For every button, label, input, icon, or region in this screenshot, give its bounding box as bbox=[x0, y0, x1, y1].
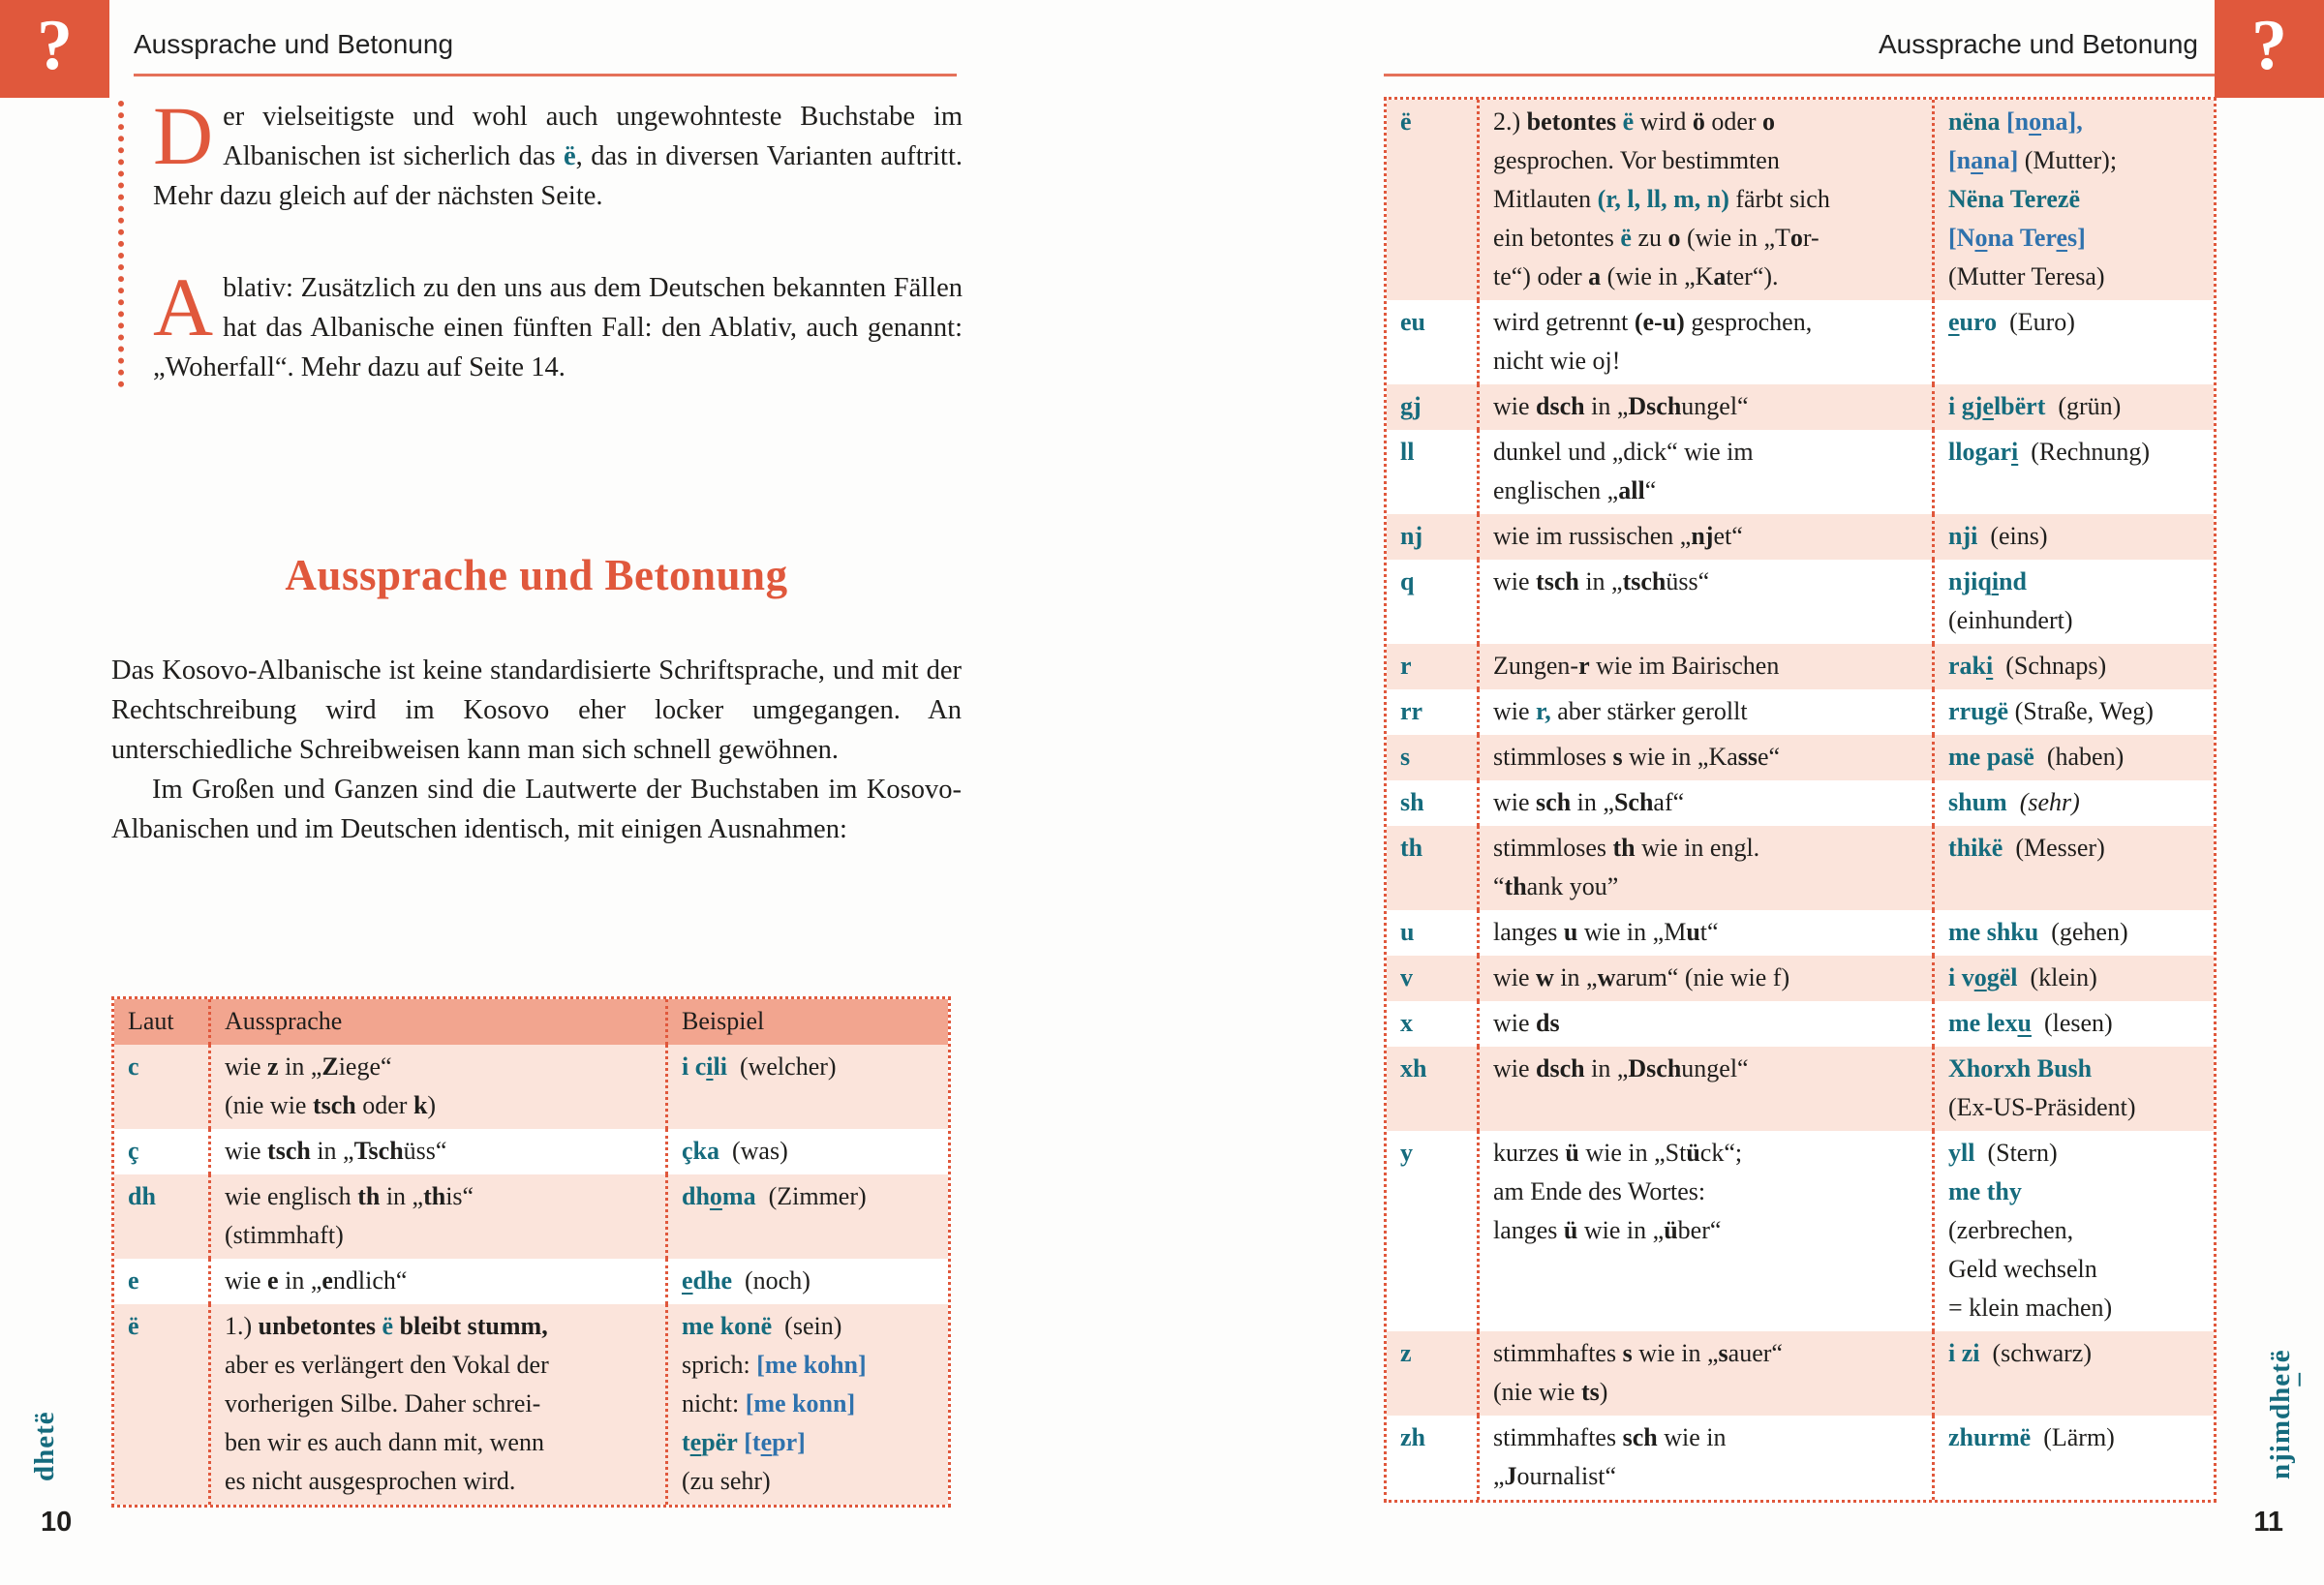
table-row-q bbox=[1387, 560, 2214, 644]
aussprache-cell: wie tsch in „tschüss“ bbox=[1480, 560, 1935, 644]
page-number-right: 11 bbox=[2253, 1507, 2283, 1538]
laut-cell: e bbox=[114, 1259, 211, 1304]
table-row-r bbox=[1387, 644, 2214, 689]
thumb-tab-right: njimdhetë bbox=[2265, 1349, 2296, 1479]
aussprache-cell: 1.) unbetontes ë bleibt stumm, aber es verlängert den Vokal der vorherigen Silbe. Daher schrei- ben wir es auch dann mit, wenn es nicht ausgesprochen wird. bbox=[211, 1304, 668, 1505]
laut-cell: sh bbox=[1387, 780, 1480, 826]
beispiel-cell: i gjelbërt (grün) bbox=[1948, 392, 2122, 420]
table-row-th bbox=[1387, 826, 2214, 910]
table-row-zh bbox=[1387, 1416, 2214, 1500]
table-row-dh bbox=[114, 1174, 948, 1259]
laut-cell: ë bbox=[1387, 100, 1480, 300]
beispiel-cell: edhe (noch) bbox=[682, 1266, 810, 1295]
laut-cell: r bbox=[1387, 644, 1480, 689]
aussprache-cell: stimmloses s wie in „Kasse“ bbox=[1480, 735, 1935, 780]
beispiel-cell: me shku (gehen) bbox=[1948, 918, 2128, 946]
laut-cell: z bbox=[1387, 1331, 1480, 1416]
aussprache-cell: wie dsch in „Dschungel“ bbox=[1480, 384, 1935, 430]
aussprache-cell: stimmhaftes s wie in „sauer“ (nie wie ts) bbox=[1480, 1331, 1935, 1416]
beispiel-cell: i cili (welcher) bbox=[682, 1052, 837, 1081]
aussprache-cell: stimmloses th wie in engl. “thank you” bbox=[1480, 826, 1935, 910]
table-header-row bbox=[114, 999, 948, 1045]
column-header: Laut bbox=[114, 999, 211, 1045]
aussprache-cell: dunkel und „dick“ wie im englischen „all“ bbox=[1480, 430, 1935, 514]
section-title: Aussprache und Betonung bbox=[285, 551, 788, 599]
aussprache-cell: wie ds bbox=[1480, 1001, 1935, 1047]
aussprache-cell: wie r, aber stärker gerollt bbox=[1480, 689, 1935, 735]
margin-notes bbox=[153, 89, 963, 440]
laut-cell: u bbox=[1387, 910, 1480, 956]
beispiel-cell: i vogël (klein) bbox=[1948, 963, 2097, 991]
aussprache-cell: wie e in „endlich“ bbox=[211, 1259, 668, 1304]
table-row-ç bbox=[114, 1129, 948, 1174]
aussprache-cell: wie tsch in „Tschüss“ bbox=[211, 1129, 668, 1174]
beispiel-cell: i zi (schwarz) bbox=[1948, 1339, 2092, 1367]
aussprache-cell: wird getrennt (e-u) gesprochen, nicht wie oj! bbox=[1480, 300, 1935, 384]
header-rule-right bbox=[1384, 74, 2217, 76]
beispiel-cell: yll (Stern) me thy (zerbrechen, Geld wechseln = klein machen) bbox=[1948, 1139, 2113, 1322]
beispiel-cell: rrugë (Straße, Weg) bbox=[1948, 697, 2154, 725]
intro-paragraphs bbox=[111, 651, 962, 849]
aussprache-cell: 2.) betontes ë wird ö oder o gesprochen. Vor bestimmten Mitlauten (r, l, ll, m, n) färbt sich ein betontes ë zu o (wie in „Tor- te“) oder a (wie in „Kater“). bbox=[1480, 100, 1935, 300]
running-header-right: Aussprache und Betonung bbox=[1878, 29, 2198, 59]
laut-cell: rr bbox=[1387, 689, 1480, 735]
page-right bbox=[1162, 0, 2324, 1585]
laut-cell: c bbox=[114, 1045, 211, 1129]
laut-cell: ll bbox=[1387, 430, 1480, 514]
beispiel-cell: dhoma (Zimmer) bbox=[682, 1182, 867, 1210]
header-rule-left bbox=[134, 74, 957, 76]
laut-cell: ç bbox=[114, 1129, 211, 1174]
aussprache-cell: wie im russischen „njet“ bbox=[1480, 514, 1935, 560]
margin-note-2 bbox=[153, 260, 963, 387]
laut-cell: dh bbox=[114, 1174, 211, 1259]
page-number-left: 10 bbox=[41, 1507, 73, 1538]
laut-cell: v bbox=[1387, 956, 1480, 1001]
laut-cell: ë bbox=[114, 1304, 211, 1505]
dropcap-letter: A bbox=[153, 260, 214, 353]
beispiel-cell: me pasë (haben) bbox=[1948, 743, 2125, 771]
dropcap-letter: D bbox=[153, 89, 214, 182]
laut-cell: nj bbox=[1387, 514, 1480, 560]
table-row-rr bbox=[1387, 689, 2214, 735]
beispiel-cell: çka (was) bbox=[682, 1137, 788, 1165]
aussprache-cell: wie w in „warum“ (nie wie f) bbox=[1480, 956, 1935, 1001]
thumb-tab-left: dhetë bbox=[29, 1411, 60, 1481]
laut-cell: gj bbox=[1387, 384, 1480, 430]
table-row-eu bbox=[1387, 300, 2214, 384]
table-row-e bbox=[114, 1259, 948, 1304]
aussprache-cell: wie z in „Ziege“ (nie wie tsch oder k) bbox=[211, 1045, 668, 1129]
beispiel-cell: me lexu (lesen) bbox=[1948, 1009, 2113, 1037]
aussprache-cell: wie dsch in „Dschungel“ bbox=[1480, 1047, 1935, 1131]
aussprache-cell: Zungen-r wie im Bairischen bbox=[1480, 644, 1935, 689]
question-mark-icon: ? bbox=[0, 0, 109, 98]
table-row-z bbox=[1387, 1331, 2214, 1416]
beispiel-cell: zhurmë (Lärm) bbox=[1948, 1423, 2115, 1451]
beispiel-cell: Xhorxh Bush (Ex-US-Präsident) bbox=[1948, 1054, 2136, 1121]
margin-note-text: blativ: Zusätzlich zu den uns aus dem Deutschen bekannten Fällen hat das Albanische einen fünften Fall: den Ablativ, auch genannt: „Woherfall“. Mehr dazu auf Seite 14. bbox=[153, 273, 963, 382]
table-row-v bbox=[1387, 956, 2214, 1001]
table-row-ë bbox=[114, 1304, 948, 1505]
beispiel-cell: llogari (Rechnung) bbox=[1948, 438, 2150, 466]
pronunciation-table-right bbox=[1384, 97, 2217, 1503]
margin-dotted-rule bbox=[118, 101, 124, 387]
margin-note-text: er vielseitigste und wohl auch ungewohnteste Buchstabe im Albanischen ist sicherlich das ë, das in diversen Varianten auftritt. Mehr dazu gleich auf der nächsten Seite. bbox=[153, 102, 963, 211]
table-row-ë bbox=[1387, 100, 2214, 300]
table-row-sh bbox=[1387, 780, 2214, 826]
beispiel-cell: thikë (Messer) bbox=[1948, 834, 2105, 862]
laut-cell: x bbox=[1387, 1001, 1480, 1047]
table-row-u bbox=[1387, 910, 2214, 956]
aussprache-cell: stimmhaftes sch wie in „Journalist“ bbox=[1480, 1416, 1935, 1500]
laut-cell: y bbox=[1387, 1131, 1480, 1331]
aussprache-cell: wie englisch th in „this“ (stimmhaft) bbox=[211, 1174, 668, 1259]
beispiel-cell: njiqind (einhundert) bbox=[1948, 567, 2073, 634]
beispiel-cell: nëna [nona], [nana] (Mutter); Nëna Terezë [Nona Teres] (Mutter Teresa) bbox=[1948, 107, 2118, 290]
aussprache-cell: wie sch in „Schaf“ bbox=[1480, 780, 1935, 826]
table-row-c bbox=[114, 1045, 948, 1129]
laut-cell: s bbox=[1387, 735, 1480, 780]
laut-cell: th bbox=[1387, 826, 1480, 910]
laut-cell: xh bbox=[1387, 1047, 1480, 1131]
beispiel-cell: euro (Euro) bbox=[1948, 308, 2075, 336]
aussprache-cell: kurzes ü wie in „Stück“; am Ende des Wortes: langes ü wie in „über“ bbox=[1480, 1131, 1935, 1331]
question-mark-icon: ? bbox=[2215, 0, 2324, 98]
table-row-x bbox=[1387, 1001, 2214, 1047]
laut-cell: eu bbox=[1387, 300, 1480, 384]
table-row-s bbox=[1387, 735, 2214, 780]
beispiel-cell: nji (eins) bbox=[1948, 522, 2048, 550]
table-row-nj bbox=[1387, 514, 2214, 560]
margin-note-1 bbox=[153, 89, 963, 216]
column-header: Beispiel bbox=[682, 1007, 765, 1035]
beispiel-cell: me konë (sein) sprich: [me kohn] nicht: [me konn] tepër [tepr] (zu sehr) bbox=[682, 1312, 867, 1495]
laut-cell: zh bbox=[1387, 1416, 1480, 1500]
table-row-y bbox=[1387, 1131, 2214, 1331]
beispiel-cell: raki (Schnaps) bbox=[1948, 652, 2107, 680]
beispiel-cell: shum (sehr) bbox=[1948, 788, 2080, 816]
paragraph-1: Das Kosovo-Albanische ist keine standardisierte Schriftsprache, und mit der Rechtschreibung wird im Kosovo eher locker umgegangen. An unterschiedliche Schreibweisen kann man sich schnell gewöhnen. bbox=[111, 655, 962, 765]
table-row-xh bbox=[1387, 1047, 2214, 1131]
aussprache-cell: langes u wie in „Mut“ bbox=[1480, 910, 1935, 956]
pronunciation-table-left bbox=[111, 996, 951, 1508]
laut-cell: q bbox=[1387, 560, 1480, 644]
column-header: Aussprache bbox=[211, 999, 668, 1045]
table-row-gj bbox=[1387, 384, 2214, 430]
table-row-ll bbox=[1387, 430, 2214, 514]
running-header-left: Aussprache und Betonung bbox=[134, 29, 454, 59]
paragraph-2: Im Großen und Ganzen sind die Lautwerte der Buchstaben im Kosovo-Albanischen und im Deutschen identisch, mit einigen Ausnahmen: bbox=[111, 775, 962, 844]
